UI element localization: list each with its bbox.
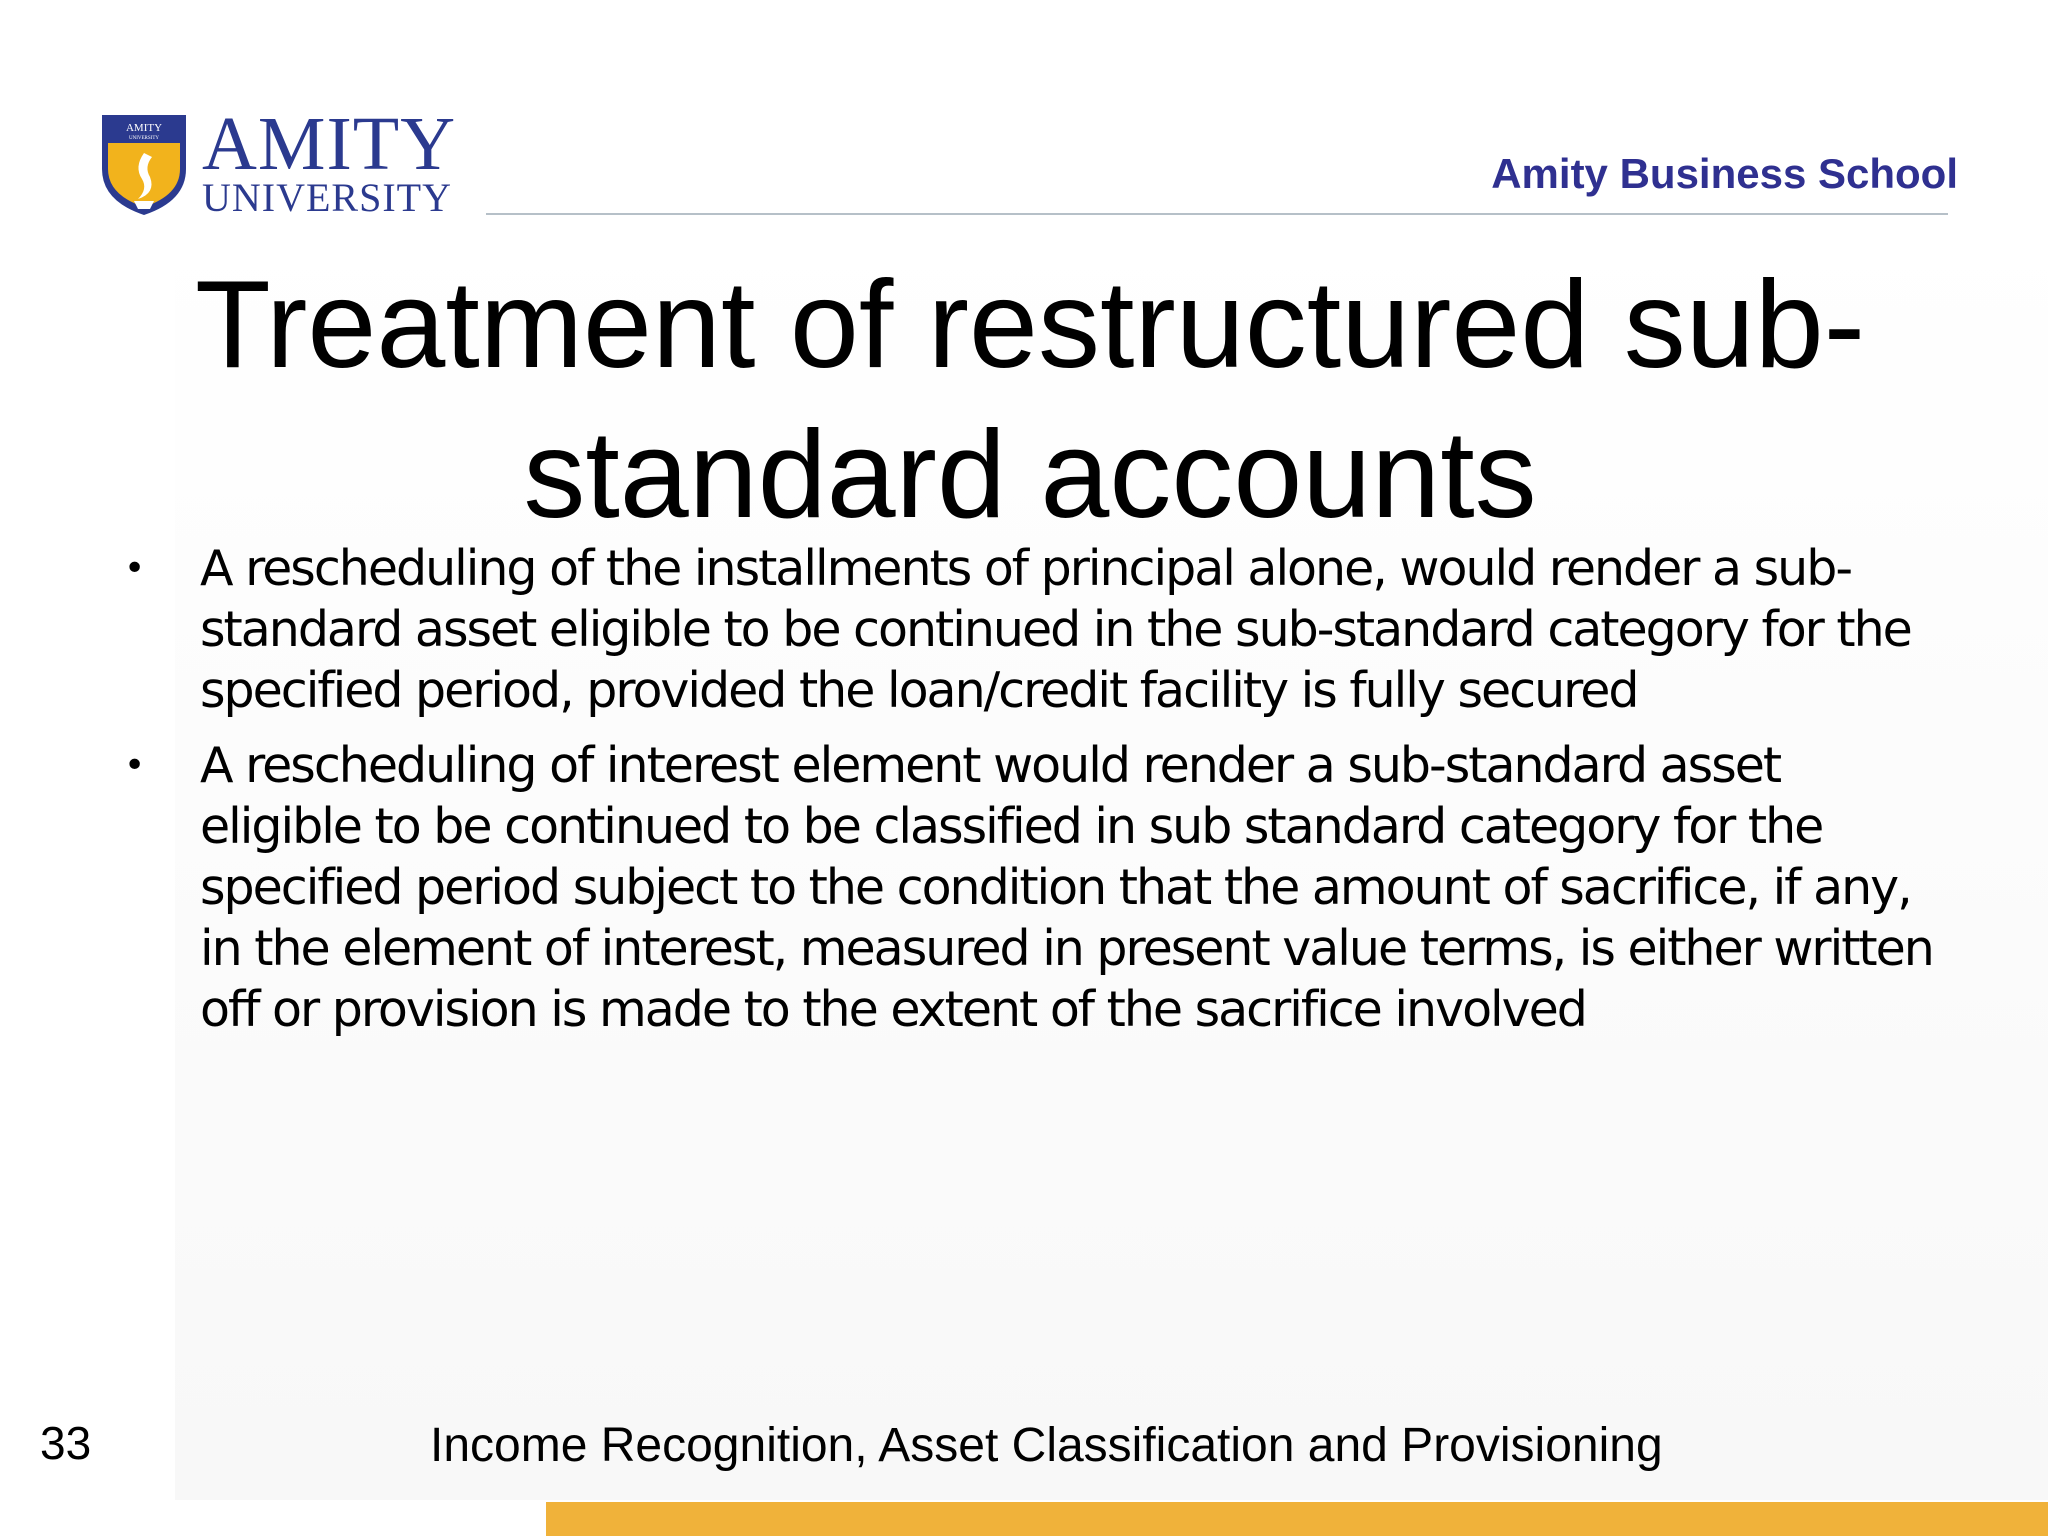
school-name: Amity Business School xyxy=(1491,150,1958,197)
page-number: 33 xyxy=(40,1417,92,1469)
bullet-marker: • xyxy=(124,548,146,589)
logo-subtitle: UNIVERSITY xyxy=(202,175,452,220)
logo-wordmark: AMITY xyxy=(202,102,457,186)
svg-text:AMITY: AMITY xyxy=(125,122,163,134)
amity-logo xyxy=(98,102,457,220)
svg-text:UNIVERSITY: UNIVERSITY xyxy=(129,136,159,141)
slide-title: Treatment of restructured sub-standard accounts xyxy=(194,256,1866,544)
bullet-item xyxy=(120,735,1950,1040)
bullet-list xyxy=(120,538,1950,1054)
bullet-text: A rescheduling of the installments of principal alone, would render a sub-standard asset eligible to be continued in the sub-standard category for the specified period, provided the loan/credit facility is fully secured xyxy=(200,540,1911,719)
bullet-text: A rescheduling of interest element would render a sub-standard asset eligible to be continued to be classified in sub standard category for the specified period subject to the condition that the amount of sacrifice, if any, in the element of interest, measured in present value terms, is either written off or provision is made to the extent of the sacrifice involved xyxy=(200,737,1933,1038)
footer-accent-bar xyxy=(546,1502,2048,1536)
bullet-item xyxy=(120,538,1950,721)
amity-shield-icon xyxy=(98,109,190,217)
footer-title: Income Recognition, Asset Classification and Provisioning xyxy=(430,1419,1663,1472)
bullet-marker: • xyxy=(124,745,146,786)
header-divider xyxy=(486,213,1948,215)
